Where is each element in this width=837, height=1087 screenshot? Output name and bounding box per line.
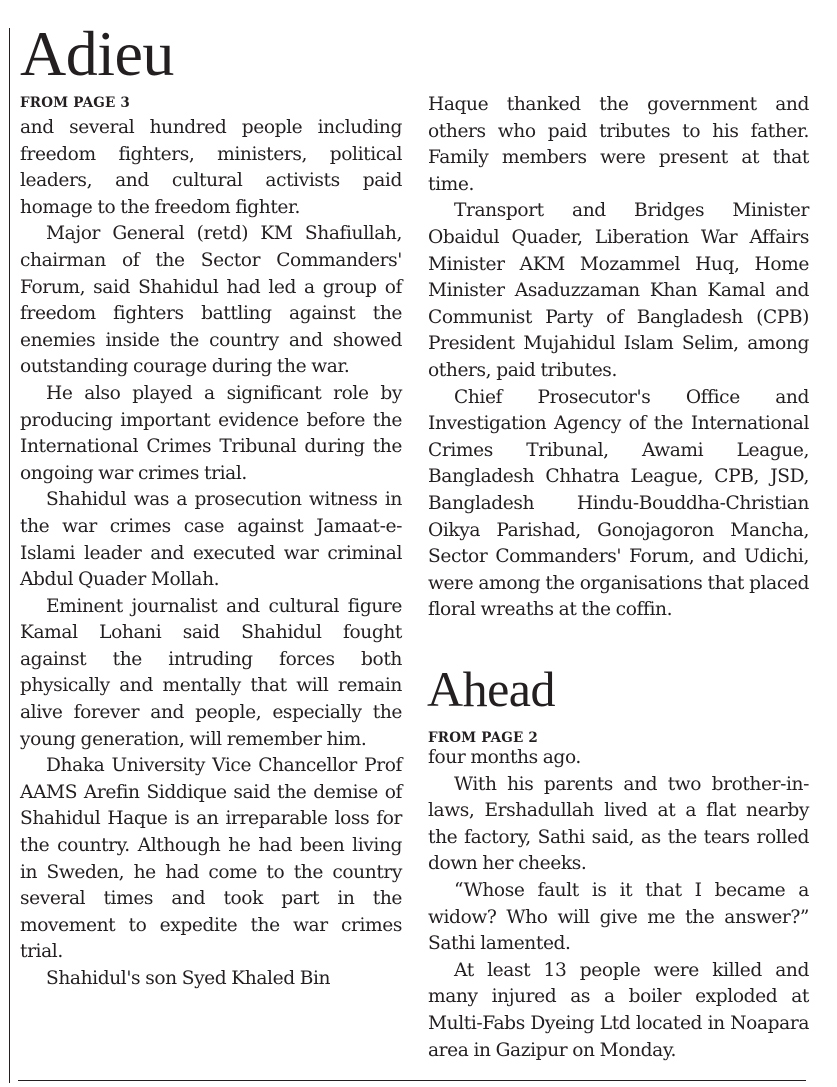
headline-ahead: Ahead xyxy=(427,661,555,717)
paragraph: “Whose fault is it that I became a widow? Who will give me the answer?” Sathi lamented. xyxy=(428,879,809,955)
paragraph: Shahidul was a prosecution witness in the war crimes case against Jamaat-e-Islami leader and executed war criminal Abdul Quader Mollah. xyxy=(20,489,402,591)
paragraph: He also played a significant role by producing important evidence before the International Crimes Tribunal during the ongoing war crimes trial. xyxy=(20,382,402,484)
paragraph: Transport and Bridges Minister Obaidul Quader, Liberation War Affairs Minister AKM Mozammel Huq, Home Minister Asaduzzaman Khan Kamal and Communist Party of Bangladesh (CPB) President Mujahidul Islam Selim, among others, paid tributes. xyxy=(428,200,809,381)
paragraph: Haque thanked the government and others who paid tributes to his father. Family members were present at that time. xyxy=(428,94,809,195)
paragraph: and several hundred people including freedom fighters, ministers, political leaders, and cultural activists paid homage to the freedom fighter. xyxy=(20,117,402,218)
paragraph: At least 13 people were killed and many injured as a boiler exploded at Multi-Fabs Dyeing Ltd located in Noapara area in Gazipur on Monday. xyxy=(428,959,809,1061)
paragraph: Dhaka University Vice Chancellor Prof AAMS Arefin Siddique said the demise of Shahidul Haque is an irreparable loss for the country. Although he had been living in Sweden, he had come to the country several times and took part in the movement to expedite the war crimes trial. xyxy=(20,755,402,963)
left-column-rule xyxy=(9,28,10,1083)
paragraph: With his parents and two brother-in-laws, Ershadullah lived at a flat nearby the factory, Sathi said, as the tears rolled down her cheeks. xyxy=(428,773,809,875)
jump-label-adieu: FROM PAGE 3 xyxy=(20,95,130,111)
bottom-rule xyxy=(18,1080,806,1081)
paragraph: Shahidul's son Syed Khaled Bin xyxy=(46,968,331,989)
paragraph: Chief Prosecutor's Office and Investigation Agency of the International Crimes Tribunal, Awami League, Bangladesh Chhatra League, CPB, JSD, Bangladesh Hindu-Bouddha-Christian Oikya Parishad, Gonojagoron Mancha, Sector Commanders' Forum, and Udichi, were among the organisations that placed floral wreaths at the coffin. xyxy=(428,386,809,621)
paragraph: four months ago. xyxy=(428,747,581,768)
jump-label-ahead: FROM PAGE 2 xyxy=(428,730,538,746)
paragraph: Major General (retd) KM Shafiullah, chairman of the Sector Commanders' Forum, said Shahidul had led a group of freedom fighters battling against the enemies inside the country and showed outstanding courage during the war. xyxy=(20,223,402,378)
adieu-left-column xyxy=(20,115,402,993)
paragraph: Eminent journalist and cultural figure Kamal Lohani said Shahidul fought against the intruding forces both physically and mentally that will remain alive forever and people, especially the young generation, will remember him. xyxy=(20,595,402,750)
ahead-column xyxy=(428,745,809,1064)
headline-adieu: Adieu xyxy=(20,18,174,89)
adieu-right-column xyxy=(428,92,809,624)
